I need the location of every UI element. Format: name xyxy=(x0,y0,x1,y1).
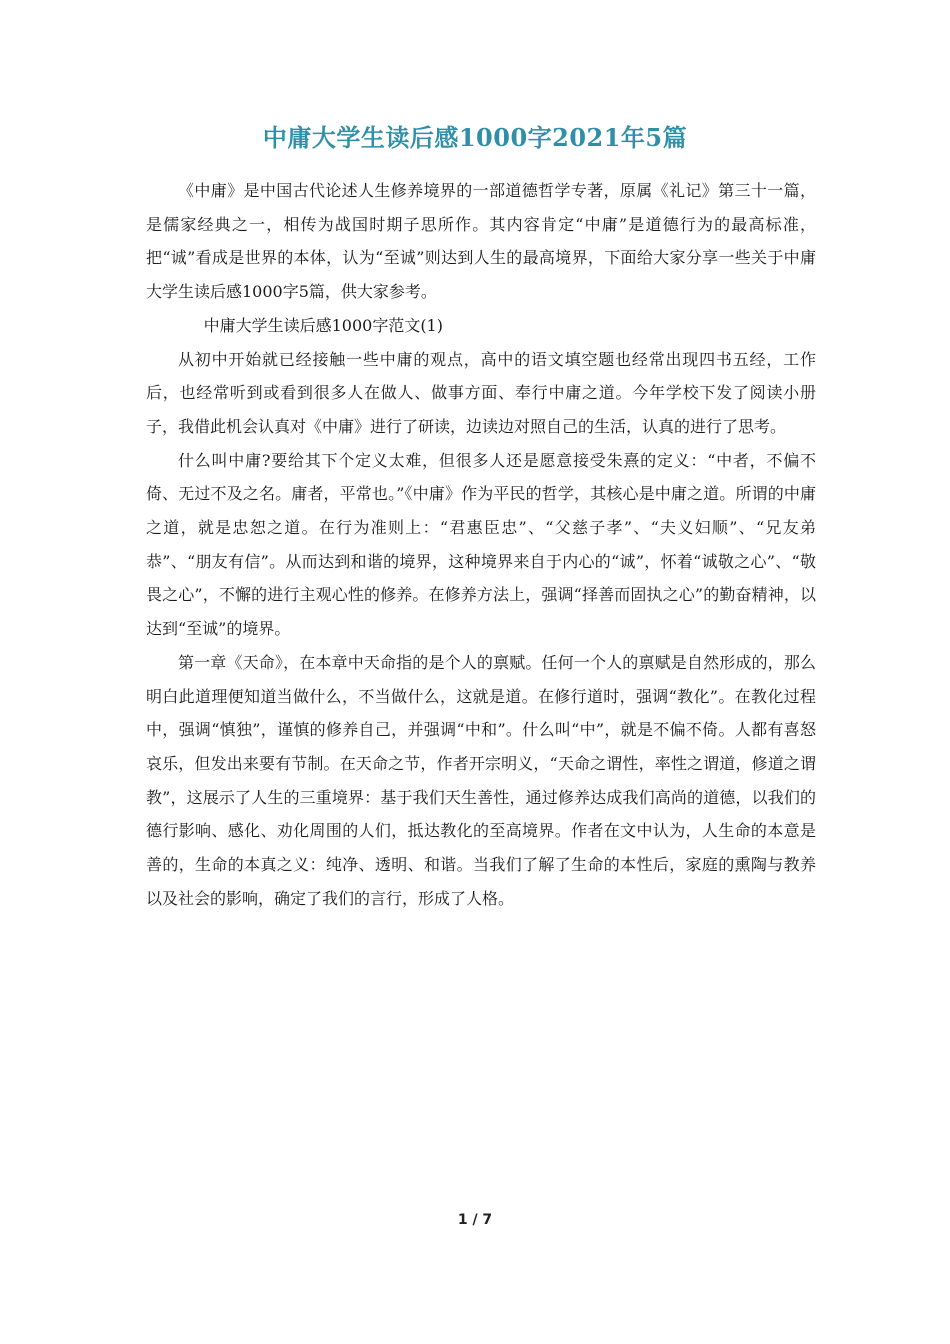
body-paragraph-1: 从初中开始就已经接触一些中庸的观点，高中的语文填空题也经常出现四书五经，工作后，也经常听到或看到很多人在做人、做事方面、奉行中庸之道。今年学校下发了阅读小册子，我借此机会认真对《中庸》进行了研读，边读边对照自己的生活，认真的进行了思考。 xyxy=(146,349,816,436)
section-heading: 中庸大学生读后感1000字范文(1) xyxy=(203,315,443,335)
page-number: 1 / 7 xyxy=(457,1212,493,1228)
body-paragraph-3: 第一章《天命》，在本章中天命指的是个人的禀赋。任何一个人的禀赋是自然形成的，那么明白此道理便知道当做什么，不当做什么，这就是道。在修行道时，强调“教化”。在教化过程中，强调“慎独”，谨慎的修养自己，并强调“中和”。什么叫“中”，就是不偏不倚。人都有喜怒哀乐，但发出来要有节制。在天命之节，作者开宗明义，“天命之谓性，率性之谓道，修道之谓教”，这展示了人生的三重境界：基于我们天生善性，通过修养达成我们高尚的道德，以我们的德行影响、感化、劝化周围的人们，抵达教化的至高境界。作者在文中认为，人生命的本意是善的，生命的本真之义：纯净、透明、和谐。当我们了解了生命的本性后，家庭的熏陶与教养以及社会的影响，确定了我们的言行，形成了人格。 xyxy=(146,652,816,908)
document-body xyxy=(146,174,816,915)
intro-paragraph: 《中庸》是中国古代论述人生修养境界的一部道德哲学专著，原属《礼记》第三十一篇，是儒家经典之一，相传为战国时期子思所作。其内容肯定“中庸”是道德行为的最高标准，把“诚”看成是世界的本体，认为“至诚”则达到人生的最高境界，下面给大家分享一些关于中庸大学生读后感1000字5篇，供大家参考。 xyxy=(146,181,816,302)
document-title: 中庸大学生读后感1000字2021年5篇 xyxy=(262,123,688,152)
body-paragraph-2: 什么叫中庸?要给其下个定义太难，但很多人还是愿意接受朱熹的定义：“中者，不偏不倚、无过不及之名。庸者，平常也。”《中庸》作为平民的哲学，其核心是中庸之道。所谓的中庸之道，就是忠恕之道。在行为准则上：“君惠臣忠”、“父慈子孝”、“夫义妇顺”、“兄友弟恭”、“朋友有信”。从而达到和谐的境界，这种境界来自于内心的“诚”，怀着“诚敬之心”、“敬畏之心”，不懈的进行主观心性的修养。在修养方法上，强调“择善而固执之心”的勤奋精神，以达到“至诚”的境界。 xyxy=(146,450,816,639)
